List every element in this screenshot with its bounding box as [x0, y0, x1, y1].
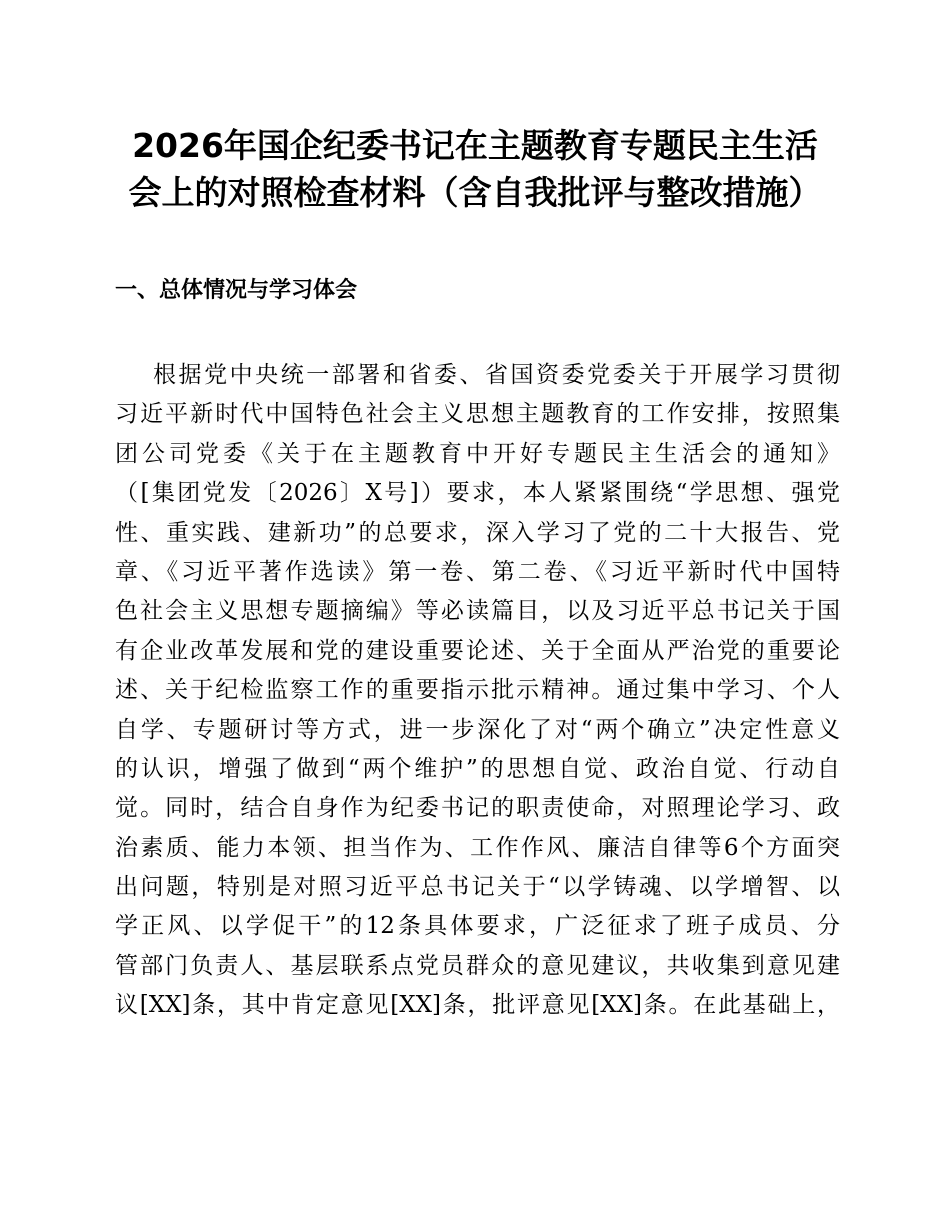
paragraph-line: 性、重实践、建新功”的总要求，深入学习了党的二十大报告、党: [115, 519, 840, 546]
paragraph-line: （[集团党发〔2026〕X号]）要求，本人紧紧围绕“学思想、强党: [115, 480, 840, 507]
section-heading: 一、总体情况与学习体会: [115, 278, 358, 303]
body-paragraph: [115, 356, 840, 1026]
paragraph-line: 出问题，特别是对照习近平总书记关于“以学铸魂、以学增智、以: [115, 874, 840, 901]
paragraph-line: 习近平新时代中国特色社会主义思想主题教育的工作安排，按照集: [115, 401, 840, 428]
paragraph-line: 觉。同时，结合自身作为纪委书记的职责使命，对照理论学习、政: [115, 795, 840, 822]
paragraph-line: 治素质、能力本领、担当作为、工作作风、廉洁自律等6个方面突: [115, 834, 840, 861]
title-line: 2026年国企纪委书记在主题教育专题民主生活: [132, 126, 818, 165]
paragraph-line: 根据党中央统一部署和省委、省国资委党委关于开展学习贯彻: [153, 362, 840, 388]
title-line: 会上的对照检查材料（含自我批评与整改措施）: [128, 173, 822, 212]
paragraph-line: 色社会主义思想专题摘编》等必读篇目，以及习近平总书记关于国: [115, 598, 840, 625]
paragraph-line: 述、关于纪检监察工作的重要指示批示精神。通过集中学习、个人: [115, 677, 840, 704]
paragraph-line: 章、《习近平著作选读》第一卷、第二卷、《习近平新时代中国特: [115, 558, 840, 585]
paragraph-line: 管部门负责人、基层联系点党员群众的意见建议，共收集到意见建: [115, 952, 840, 979]
paragraph-line: 议[XX]条，其中肯定意见[XX]条，批评意见[XX]条。在此基础上，: [115, 992, 840, 1019]
paragraph-line: 自学、专题研讨等方式，进一步深化了对“两个确立”决定性意义: [115, 716, 840, 743]
document-title: [110, 122, 840, 216]
paragraph-line: 团公司党委《关于在主题教育中开好专题民主生活会的通知》: [115, 440, 840, 467]
paragraph-line: 学正风、以学促干”的12条具体要求，广泛征求了班子成员、分: [115, 913, 840, 940]
paragraph-line: 有企业改革发展和党的建设重要论述、关于全面从严治党的重要论: [115, 637, 840, 664]
paragraph-line: 的认识，增强了做到“两个维护”的思想自觉、政治自觉、行动自: [115, 755, 840, 782]
